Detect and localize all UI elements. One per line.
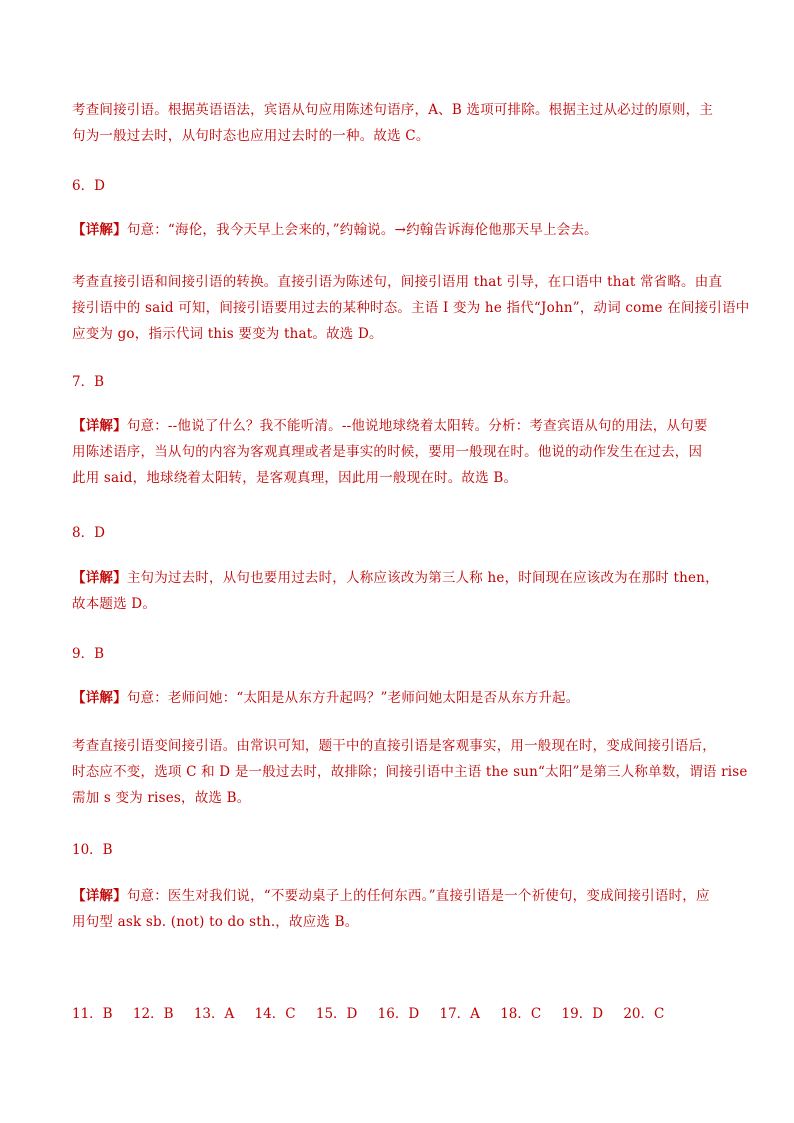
- answer-item: 18．C: [500, 1006, 542, 1022]
- answer-item: 17．A: [439, 1006, 480, 1022]
- text-line: 用陈述语序，当从句的内容为客观真理或者是事实的时候，要用一般现在时。他说的动作发生在过去，因: [72, 444, 703, 460]
- answer-item: 20．C: [623, 1006, 665, 1022]
- answer-item: 13．A: [193, 1006, 235, 1022]
- answer-item: 12．B: [132, 1006, 174, 1022]
- text-line: 考查直接引语变间接引语。由常识可知，题干中的直接引语是客观事实，用一般现在时，变成间接引语后，: [72, 738, 716, 754]
- detail-text: 句意：“海伦，我今天早上会来的，”约翰说。→约翰告诉海伦他那天早上会去。: [126, 222, 598, 238]
- answer-item: 11．B: [72, 1006, 113, 1022]
- question-10-answer: 10．B: [72, 842, 113, 858]
- detail-paragraph-q6: [72, 217, 722, 243]
- detail-text: 句意：医生对我们说，“不要动桌子上的任何东西。”直接引语是一个祈使句，变成间接引语时，应: [126, 888, 710, 904]
- text-line: 句为一般过去时，从句时态也应用过去时的一种。故选 C。: [72, 128, 430, 144]
- detail-tag: 【详解】: [72, 418, 127, 434]
- text-line: 此用 said，地球绕着太阳转，是客观真理，因此用一般现在时。故选 B。: [72, 470, 518, 486]
- analysis-paragraph-q9: [72, 733, 748, 811]
- document-page: [72, 0, 750, 1123]
- question-8-answer: 8．D: [72, 525, 105, 541]
- detail-text: 句意：--他说了什么？我不能听清。--他说地球绕着太阳转。分析：考查宾语从句的用法，从句要: [126, 418, 708, 434]
- text-line: 故本题选 D。: [72, 596, 157, 612]
- text-line: 接引语中的 said 可知，间接引语要用过去的某种时态。主语 I 变为 he 指代“John”，动词 come 在间接引语中: [72, 300, 750, 316]
- answer-item: 19．D: [561, 1006, 604, 1022]
- detail-text: 主句为过去时，从句也要用过去时，人称应该改为第三人称 he，时间现在应该改为在那时 then，: [126, 570, 719, 586]
- detail-tag: 【详解】: [72, 222, 127, 238]
- answer-item: 16．D: [377, 1006, 420, 1022]
- text-line: 考查间接引语。根据英语语法，宾语从句应用陈述句语序，A、B 选项可排除。根据主过从必过的原则，主: [72, 102, 714, 118]
- question-7-answer: 7．B: [72, 374, 105, 390]
- detail-tag: 【详解】: [72, 570, 127, 586]
- detail-text: 句意：老师问她：“太阳是从东方升起吗？”老师问她太阳是否从东方升起。: [126, 690, 580, 706]
- answer-item: 15．D: [315, 1006, 358, 1022]
- text-line: 时态应不变，选项 C 和 D 是一般过去时，故排除；间接引语中主语 the sun“太阳”是第三人称单数，谓语 rise: [72, 764, 748, 780]
- detail-paragraph-q7: [72, 413, 722, 491]
- detail-paragraph-q10: [72, 883, 722, 935]
- text-line: 用句型 ask sb. (not) to do sth.，故应选 B。: [72, 914, 359, 930]
- answer-key-row: [72, 1001, 678, 1027]
- text-line: 应变为 go，指示代词 this 要变为 that。故选 D。: [72, 326, 383, 342]
- detail-paragraph-q8: [72, 565, 722, 617]
- detail-paragraph-q9: [72, 685, 722, 711]
- question-6-answer: 6．D: [72, 178, 105, 194]
- text-line: 考查直接引语和间接引语的转换。直接引语为陈述句，间接引语用 that 引导，在口语中 that 常省略。由直: [72, 274, 723, 290]
- detail-tag: 【详解】: [72, 690, 127, 706]
- answer-item: 14．C: [254, 1006, 296, 1022]
- question-9-answer: 9．B: [72, 646, 105, 662]
- analysis-paragraph-q6: [72, 269, 750, 347]
- analysis-paragraph-q5: [72, 97, 722, 149]
- detail-tag: 【详解】: [72, 888, 127, 904]
- text-line: 需加 s 变为 rises，故选 B。: [72, 790, 251, 806]
